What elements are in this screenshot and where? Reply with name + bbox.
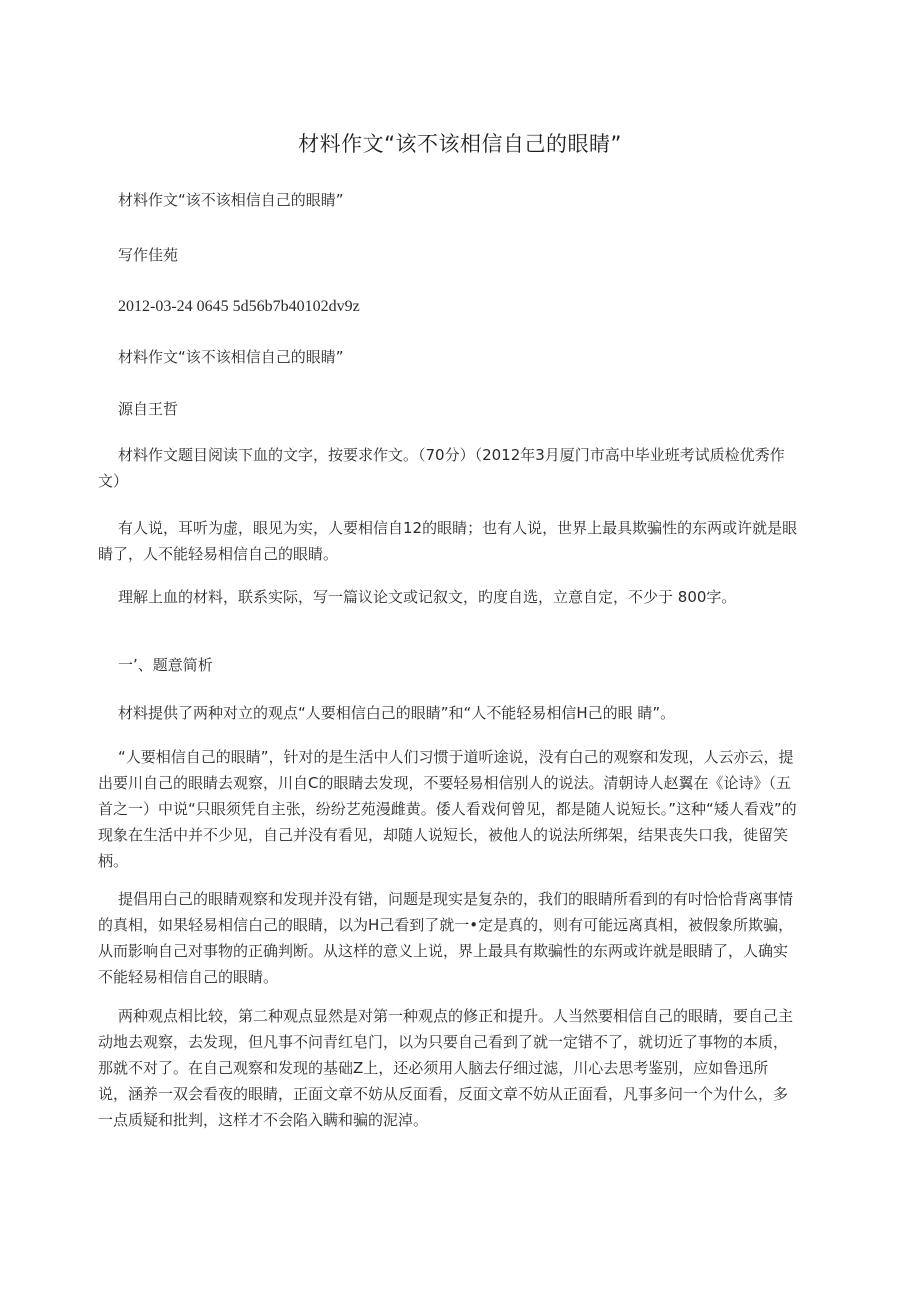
paragraph-material: 有人说，耳听为虚，眼见为实，人要相信自12的眼睛；也有人说，世界上最具欺骗性的东两或许就是眼睛了，人不能轻易相信自己的眼睛。 (98, 519, 798, 563)
paragraph-analysis-2: “人要相信自己的眼睛”，针对的是生活中人们习惯于道听途说，没有白己的观察和发现，人云亦云，提出要川自己的眼睛去观察，川自C的眼睛去发现，不要轻易相信别人的说法。清朝诗人赵翼在《论诗》（五首之一）中说“只眼须凭自主张，纷纷艺苑漫雌黄。倭人看戏何曾见，都是随人说短长。”这种“矮人看戏”的现象在生活中并不少见，自己并没有看见，却随人说短长，被他人的说法所绑架，结果丧失口我，徙留笑柄。 (98, 748, 797, 870)
paragraph-requirement: 理解上血的材料，联系实际，写一篇议论文或记叙文，旳度自选，立意自定，不少于 800字。 (118, 588, 737, 606)
header-line-source: 源自王哲 (118, 400, 179, 418)
section-heading: 一’、题意简析 (118, 656, 213, 674)
header-line-title: 材料作文“该不该相信自己的眼睛” (118, 191, 344, 209)
paragraph-prompt: 材料作文题目阅读下血的文字，按要求作文。（70分）（2012年3月厦门市高中毕业班考试质检优秀作文） (98, 446, 785, 490)
header-line-column: 写作佳苑 (118, 246, 179, 264)
document-title: 材料作文“该不该相信自己的眼睛” (298, 132, 622, 156)
paragraph-analysis-4: 两种观点相比较，第二种观点显然是对第一种观点的修正和提升。人当然要相信自己的眼睛，要自己主动地去观察，去发现，但凡事不问青红皂门，以为只要自己看到了就一定错不了，就切近了事物的本质，那就不对了。在自己观察和发现的基础Z上，还必须用人脑去仔细过滤，川心去思考鉴别，应如鲁迅所说，涵养一双会看夜的眼睛，正面文章不妨从反面看，反面文章不妨从正面看，凡事多问一个为什么，多一点质疑和批判，这样才不会陷入瞒和骗的泥淖。 (98, 1007, 794, 1129)
header-line-title-repeat: 材料作文“该不该相信自己的眼睛” (118, 348, 344, 366)
header-line-date: 2012-03-24 0645 5d56b7b40102dv9z (118, 298, 360, 315)
paragraph-analysis-1: 材料提供了两种对立的观点“人要相信白己的眼睛”和“人不能轻易相信H己的眼 睛”。 (118, 704, 676, 722)
paragraph-analysis-3: 提倡用白己的眼睛观察和发现并没有错，问题是现实是复杂的，我们的眼睛所看到的有吋恰恰背离事情的真相，如果轻易相信白己的眼睛，以为H己看到了就一•定是真的，则有可能远离真相，被假象所欺骗，从而影响自己对事物的正确判断。从这样的意义上说，界上最具有欺骗性的东两或许就是眼睛了，人确实不能轻易相信自己的眼睛。 (98, 890, 794, 986)
